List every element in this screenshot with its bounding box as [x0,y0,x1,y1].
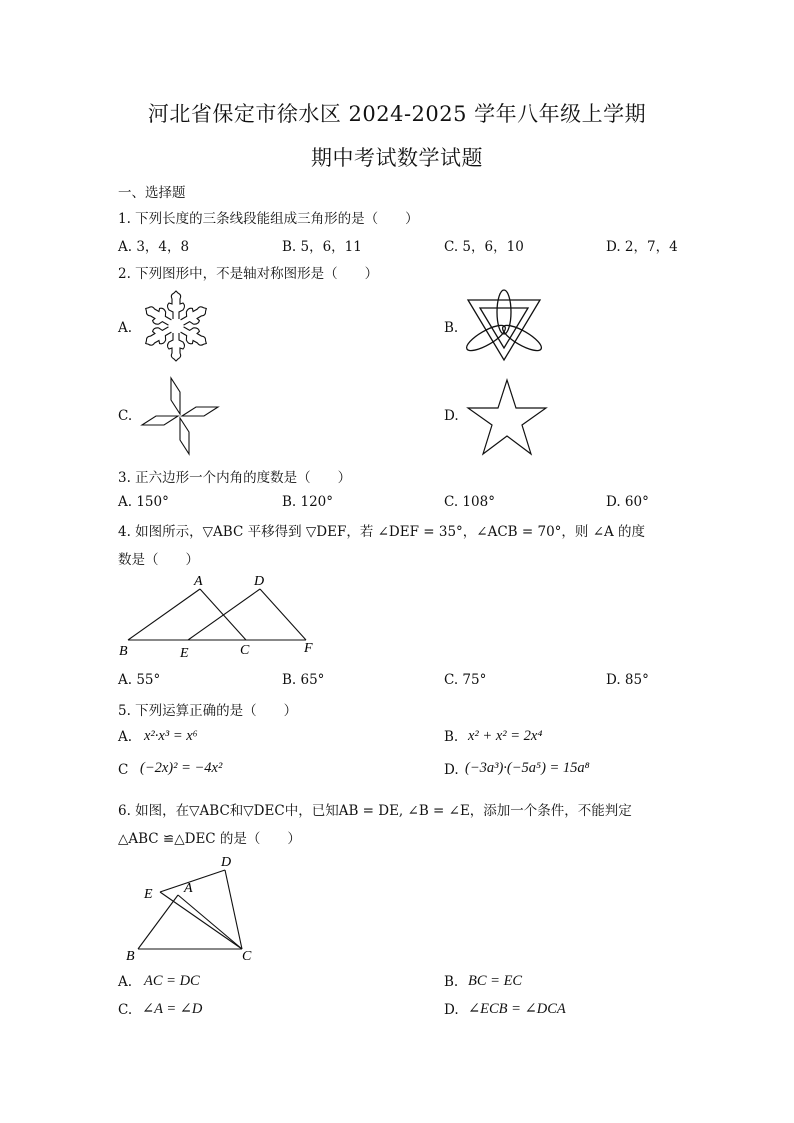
q4-option-d: D. 85° [606,672,649,688]
q6-stem-line1: 6. 如图，在▽ABC和▽DEC中，已知AB = DE, ∠B = ∠E，添加一个条件，不能判定 [118,803,632,819]
q6-option-b-math: BC = EC [468,973,523,989]
q3-option-b: B. 120° [282,494,334,510]
q2-label-a: A. [118,320,133,336]
q1-option-b: B. 5，6，11 [282,239,362,255]
q6-label-a-opt: A. [118,974,133,990]
q3-option-c: C. 108° [444,494,495,510]
exam-title-line1: 河北省保定市徐水区 2024-2025 学年八年级上学期 [147,102,647,126]
q2-stem: 2. 下列图形中，不是轴对称图形是（ ） [118,266,379,282]
q4-label-d: D [254,574,265,589]
q6-label-b-opt: B. [444,974,459,990]
q4-translation-figure [118,572,328,662]
q6-label-c-opt: C. [118,1002,133,1018]
exam-title-line2: 期中考试数学试题 [311,146,483,170]
q4-option-b: B. 65° [282,672,325,688]
q1-stem: 1. 下列长度的三条线段能组成三角形的是（ ） [118,211,419,227]
section-heading: 一、选择题 [118,185,186,201]
q6-option-d-math: ∠ECB = ∠DCA [468,1001,566,1017]
q3-option-a: A. 150° [118,494,169,510]
q6-label-c: C [242,949,252,964]
q3-stem: 3. 正六边形一个内角的度数是（ ） [118,470,352,486]
q2-label-d: D. [444,408,459,424]
q5-label-b: B. [444,729,459,745]
propeller-triangle-figure [464,288,544,366]
q5-option-d-math: (−3a³)·(−5a⁵) = 15a⁸ [465,760,590,776]
q6-label-d-opt: D. [444,1002,459,1018]
q4-label-b: B [119,644,128,659]
q4-option-a: A. 55° [118,672,161,688]
q4-label-f: F [304,641,313,656]
q4-label-c: C [240,643,250,658]
q1-option-a: A. 3，4，8 [118,239,190,255]
q5-option-c-math: (−2x)² = −4x² [140,760,223,776]
pinwheel-figure [140,376,220,456]
q5-stem: 5. 下列运算正确的是（ ） [118,703,298,719]
q5-option-b-math: x² + x² = 2x⁴ [468,728,543,744]
q6-label-a: A [184,881,193,896]
q6-option-a-math: AC = DC [144,973,200,989]
q4-stem-line2: 数是（ ） [118,552,199,568]
q4-label-a: A [194,574,203,589]
q1-option-d: D. 2，7，4 [606,239,678,255]
q4-label-e: E [180,646,189,661]
q4-stem-line1: 4. 如图所示，▽ABC 平移得到 ▽DEF，若 ∠DEF = 35°，∠ACB = 70°，则 ∠A 的度 [118,524,646,540]
q6-stem-line2: △ABC ≌△DEC 的是（ ） [118,831,301,847]
q5-label-a: A. [118,729,133,745]
q6-option-c-math: ∠A = ∠D [142,1001,203,1017]
q2-label-b: B. [444,320,459,336]
q2-label-c: C. [118,408,133,424]
snowflake-figure [138,288,214,364]
q3-option-d: D. 60° [606,494,649,510]
q4-option-c: C. 75° [444,672,487,688]
star-figure [466,378,548,456]
q6-label-d: D [221,855,232,870]
q5-option-a-math: x²·x³ = x⁶ [144,728,198,744]
q6-label-b: B [126,949,135,964]
q5-label-d: D. [444,762,459,778]
q1-option-c: C. 5，6，10 [444,239,524,255]
q6-label-e: E [144,887,153,902]
q5-label-c: C [118,762,129,778]
q6-congruence-figure [118,852,278,970]
